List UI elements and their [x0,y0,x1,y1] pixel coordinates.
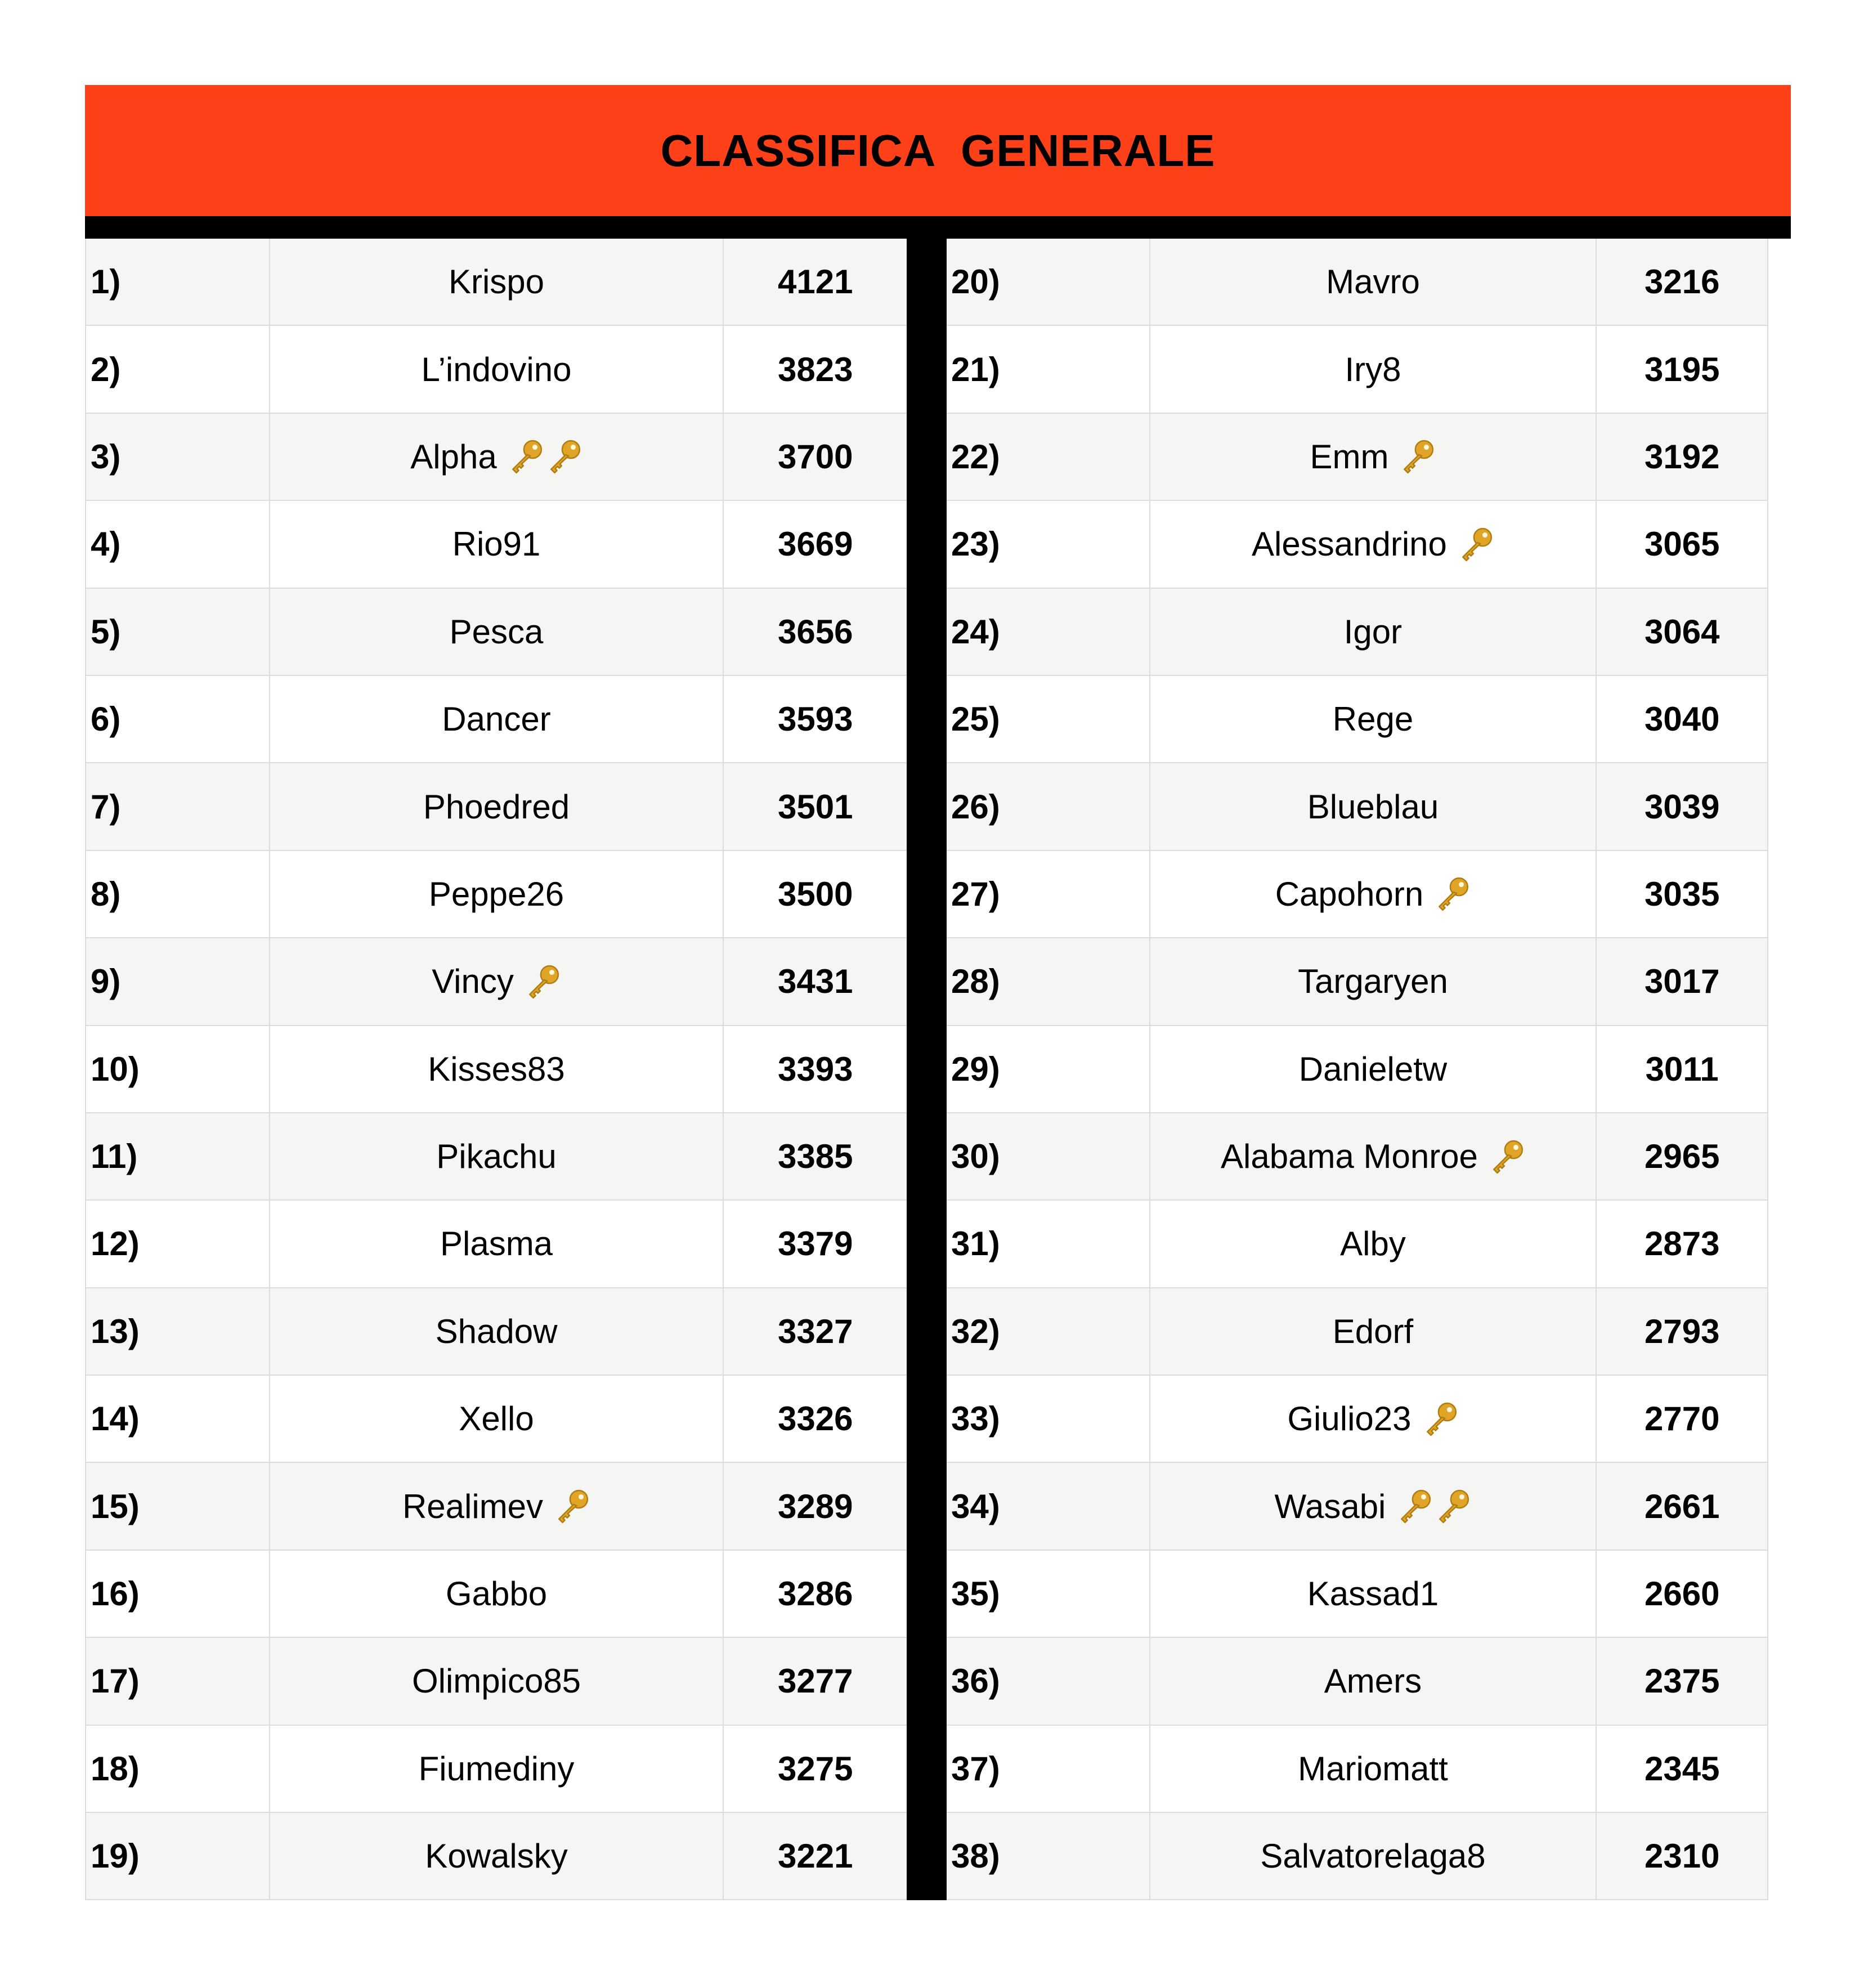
score-cell: 3593 [777,700,853,738]
score-cell: 3431 [777,962,853,1001]
player-name: Mariomatt [1298,1749,1448,1788]
table-row [947,239,1768,326]
rank-cell: 4) [86,501,270,587]
rank-cell: 34) [947,1463,1150,1549]
rank-cell: 21) [947,326,1150,412]
table-row [85,1551,907,1638]
score-cell: 3289 [777,1487,853,1525]
player-name: Kassad1 [1307,1575,1439,1613]
score-cell: 2661 [1644,1487,1720,1525]
table-row [947,1288,1768,1376]
key-icon [1433,875,1471,912]
rank-cell: 24) [947,589,1150,675]
score-cell: 4121 [777,263,853,301]
key-badges [1396,1488,1471,1525]
player-name-cell [1150,1201,1597,1287]
key-badges [553,1488,590,1525]
player-name-cell [1150,1813,1597,1899]
ranking-column-left [85,239,907,1900]
player-name-cell [1150,1113,1597,1199]
table-row [85,589,907,676]
score-cell: 3039 [1644,787,1720,826]
player-name-cell [1150,1463,1597,1549]
player-name-cell [270,1726,724,1812]
player-name-cell [1150,938,1597,1024]
table-row [85,1463,907,1550]
table-row [85,326,907,413]
player-name-cell [1150,851,1597,937]
player-name: Salvatorelaga8 [1260,1837,1486,1875]
key-icon [1396,1488,1433,1525]
score-cell: 3327 [777,1312,853,1350]
table-row [947,1551,1768,1638]
player-name: Gabbo [445,1575,548,1613]
rank-cell: 32) [947,1288,1150,1374]
table-row [85,1726,907,1813]
key-badges [524,963,561,1000]
player-name: Danieletw [1298,1050,1448,1088]
table-row [947,326,1768,413]
header-rule [85,216,1791,239]
table-row [85,763,907,850]
player-name: Blueblau [1307,787,1439,826]
rank-cell: 28) [947,938,1150,1024]
player-name-cell [270,326,724,412]
table-row [947,1726,1768,1813]
table-row [85,239,907,326]
player-name: Peppe26 [428,875,564,913]
player-name-cell [270,1376,724,1462]
rank-cell: 12) [86,1201,270,1287]
key-icon [1399,438,1436,475]
score-cell: 3656 [777,612,853,651]
table-row [85,1201,907,1288]
rank-cell: 6) [86,676,270,762]
player-name: Emm [1310,437,1389,476]
rank-cell: 25) [947,676,1150,762]
player-name: Mavro [1326,263,1420,301]
rank-cell: 14) [86,1376,270,1462]
player-name: Igor [1343,612,1402,651]
table-row [947,763,1768,850]
key-badges [1433,875,1471,912]
rank-cell: 13) [86,1288,270,1374]
player-name-cell [270,676,724,762]
rank-cell: 2) [86,326,270,412]
rank-cell: 38) [947,1813,1150,1899]
player-name: Alessandrino [1252,525,1447,563]
rank-cell: 29) [947,1026,1150,1112]
player-name: Realimev [402,1487,544,1525]
player-name-cell [1150,501,1597,587]
player-name-cell [270,1026,724,1112]
score-cell: 3326 [777,1400,853,1438]
rank-cell: 7) [86,763,270,849]
score-cell: 3017 [1644,962,1720,1001]
rank-cell: 17) [86,1638,270,1724]
player-name-cell [270,1638,724,1724]
rank-cell: 19) [86,1813,270,1899]
score-cell: 3393 [777,1050,853,1088]
player-name: Rege [1332,700,1414,738]
rank-cell: 9) [86,938,270,1024]
player-name: Xello [459,1400,534,1438]
table-row [947,1463,1768,1550]
score-cell: 3379 [777,1225,853,1263]
table-row [85,414,907,501]
key-badges [1488,1138,1525,1175]
page-title: CLASSIFICA GENERALE [660,125,1216,176]
player-name: Kowalsky [425,1837,568,1875]
rank-cell: 5) [86,589,270,675]
score-cell: 2873 [1644,1225,1720,1263]
rank-cell: 15) [86,1463,270,1549]
player-name: Alby [1340,1225,1406,1263]
player-name-cell [1150,239,1597,325]
table-row [947,1813,1768,1900]
rank-cell: 20) [947,239,1150,325]
table-row [85,1376,907,1463]
player-name-cell [1150,414,1597,500]
player-name: Wasabi [1274,1487,1386,1525]
player-name-cell [270,938,724,1024]
rank-cell: 33) [947,1376,1150,1462]
rank-cell: 23) [947,501,1150,587]
key-badges [507,438,582,475]
table-row [947,1201,1768,1288]
key-icon [1488,1138,1525,1175]
player-name: Alabama Monroe [1221,1138,1478,1176]
player-name: Dancer [442,700,551,738]
table-row [85,1026,907,1113]
ranking-columns [85,239,1791,1900]
player-name-cell [1150,1551,1597,1637]
rank-cell: 11) [86,1113,270,1199]
table-row [947,1638,1768,1725]
table-row [947,589,1768,676]
player-name-cell [1150,589,1597,675]
player-name: Giulio23 [1287,1400,1412,1438]
player-name: Capohorn [1275,875,1424,913]
ranking-column-right [947,239,1768,1900]
rank-cell: 30) [947,1113,1150,1199]
score-cell: 3286 [777,1575,853,1613]
key-icon [545,438,582,475]
score-cell: 2793 [1644,1312,1720,1350]
rank-cell: 37) [947,1726,1150,1812]
player-name: Kisses83 [428,1050,565,1088]
score-cell: 3035 [1644,875,1720,913]
table-row [85,851,907,938]
score-cell: 3040 [1644,700,1720,738]
rank-cell: 10) [86,1026,270,1112]
rank-cell: 35) [947,1551,1150,1637]
player-name-cell [1150,676,1597,762]
table-row [947,501,1768,588]
column-divider [907,239,947,1900]
table-row [947,851,1768,938]
rank-cell: 3) [86,414,270,500]
rank-cell: 36) [947,1638,1150,1724]
player-name-cell [1150,1376,1597,1462]
score-cell: 3277 [777,1662,853,1700]
player-name-cell [270,1201,724,1287]
player-name-cell [1150,1288,1597,1374]
player-name-cell [1150,1026,1597,1112]
table-row [947,1376,1768,1463]
score-cell: 2310 [1644,1837,1720,1875]
player-name-cell [270,414,724,500]
player-name-cell [270,1551,724,1637]
player-name: Plasma [440,1225,553,1263]
table-row [947,938,1768,1026]
score-cell: 3064 [1644,612,1720,651]
score-cell: 3669 [777,525,853,563]
score-cell: 2375 [1644,1662,1720,1700]
table-row [85,1288,907,1376]
table-row [85,938,907,1026]
score-cell: 3500 [777,875,853,913]
key-icon [1434,1488,1471,1525]
player-name: Iry8 [1345,350,1401,388]
rank-cell: 27) [947,851,1150,937]
player-name-cell [1150,763,1597,849]
score-cell: 2770 [1644,1400,1720,1438]
key-icon [1457,526,1494,563]
player-name-cell [270,851,724,937]
player-name: Shadow [435,1312,558,1350]
leaderboard-sheet [85,85,1791,1900]
table-row [947,676,1768,763]
score-cell: 2345 [1644,1749,1720,1788]
rank-cell: 18) [86,1726,270,1812]
player-name: Pikachu [436,1138,557,1176]
player-name-cell [270,501,724,587]
player-name: Rio91 [452,525,541,563]
player-name-cell [270,589,724,675]
player-name-cell [270,1813,724,1899]
player-name: Olimpico85 [411,1662,581,1700]
score-cell: 3192 [1644,437,1720,476]
player-name-cell [270,239,724,325]
score-cell: 3501 [777,787,853,826]
player-name: Phoedred [423,787,570,826]
key-badges [1457,526,1494,563]
rank-cell: 31) [947,1201,1150,1287]
score-cell: 3385 [777,1138,853,1176]
rank-cell: 8) [86,851,270,937]
score-cell: 3823 [777,350,853,388]
table-row [947,414,1768,501]
key-icon [507,438,544,475]
title-banner [85,85,1791,216]
player-name-cell [270,1463,724,1549]
score-cell: 3221 [777,1837,853,1875]
table-row [85,676,907,763]
table-row [947,1113,1768,1201]
key-icon [553,1488,590,1525]
player-name-cell [1150,1726,1597,1812]
player-name-cell [1150,1638,1597,1724]
player-name-cell [270,1113,724,1199]
score-cell: 3065 [1644,525,1720,563]
key-icon [1422,1400,1459,1438]
score-cell: 3195 [1644,350,1720,388]
player-name: Edorf [1332,1312,1414,1350]
key-icon [524,963,561,1000]
player-name-cell [270,1288,724,1374]
player-name-cell [270,763,724,849]
table-row [947,1026,1768,1113]
score-cell: 3700 [777,437,853,476]
player-name: Pesca [449,612,544,651]
player-name: Fiumediny [418,1749,575,1788]
score-cell: 2660 [1644,1575,1720,1613]
player-name: Amers [1324,1662,1422,1700]
table-row [85,501,907,588]
score-cell: 3011 [1645,1050,1719,1088]
rank-cell: 26) [947,763,1150,849]
score-cell: 3275 [777,1749,853,1788]
player-name: Alpha [410,437,497,476]
score-cell: 2965 [1644,1138,1720,1176]
rank-cell: 16) [86,1551,270,1637]
rank-cell: 1) [86,239,270,325]
player-name: L’indovino [421,350,572,388]
table-row [85,1638,907,1725]
rank-cell: 22) [947,414,1150,500]
player-name: Krispo [448,263,545,301]
player-name: Vincy [432,962,514,1001]
table-row [85,1113,907,1201]
key-badges [1422,1400,1459,1438]
key-badges [1399,438,1436,475]
score-cell: 3216 [1644,263,1720,301]
player-name: Targaryen [1298,962,1448,1001]
player-name-cell [1150,326,1597,412]
table-row [85,1813,907,1900]
